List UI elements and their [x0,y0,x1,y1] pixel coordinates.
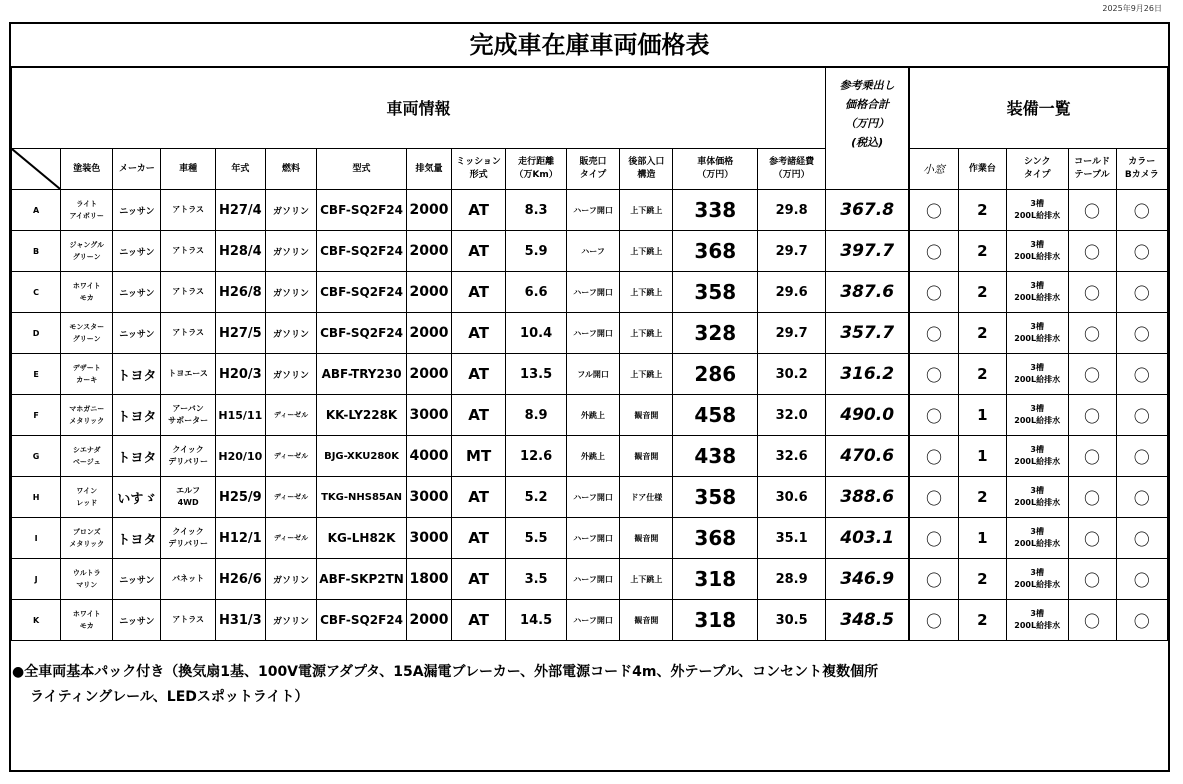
transmission-cell: AT [451,190,505,231]
cold-table-cell: 〇 [1068,190,1116,231]
fuel-cell: ガソリン [265,354,316,395]
model-code-cell: ABF-TRY230 [317,354,407,395]
fuel-cell: ガソリン [265,313,316,354]
workbench-cell: 2 [958,600,1006,641]
transmission-cell: AT [451,395,505,436]
rear-entry-cell: 上下跳上 [620,354,673,395]
rear-entry-cell: 上下跳上 [620,190,673,231]
body-price-cell: 328 [673,313,758,354]
price-total-header [826,67,910,190]
total-price-cell: 397.7 [826,231,910,272]
footer-line-2: ライティングレール、LEDスポットライト） [30,689,309,705]
table-row [12,436,1168,477]
footer-note [11,660,1162,710]
cold-table-cell: 〇 [1068,518,1116,559]
row-id: F [12,395,61,436]
color-camera-cell: 〇 [1116,477,1167,518]
total-price-cell: 388.6 [826,477,910,518]
expenses-cell: 32.0 [758,395,826,436]
year-cell: H27/4 [215,190,265,231]
column-header-sales-window: 販売口 タイプ [566,149,619,190]
expenses-cell: 35.1 [758,518,826,559]
paint-color-cell: ホワイト モカ [61,272,113,313]
model-cell: アトラス [161,272,215,313]
mileage-cell: 12.6 [506,436,567,477]
paint-color-cell: シエナダ ベージュ [61,436,113,477]
diagonal-line [12,149,60,189]
expenses-cell: 30.2 [758,354,826,395]
body-price-cell: 458 [673,395,758,436]
sales-window-cell: 外跳上 [566,395,619,436]
cold-table-cell: 〇 [1068,600,1116,641]
transmission-cell: MT [451,436,505,477]
column-header-workbench: 作業台 [958,149,1006,190]
row-id: I [12,518,61,559]
body-price-cell: 358 [673,477,758,518]
cold-table-cell: 〇 [1068,559,1116,600]
model-cell: アトラス [161,600,215,641]
inventory-table [11,66,1168,641]
rear-entry-cell: 観音開 [620,436,673,477]
total-price-cell: 357.7 [826,313,910,354]
sales-window-cell: ハーフ開口 [566,313,619,354]
sink-type-cell: 3槽 200L給排水 [1006,231,1068,272]
fuel-cell: ガソリン [265,559,316,600]
small-window-cell: 〇 [909,395,958,436]
model-code-cell: CBF-SQ2F24 [317,231,407,272]
column-header-expenses: 参考諸経費 （万円） [758,149,826,190]
model-code-cell: CBF-SQ2F24 [317,600,407,641]
transmission-cell: AT [451,559,505,600]
rear-entry-cell: 上下跳上 [620,231,673,272]
color-camera-cell: 〇 [1116,600,1167,641]
expenses-cell: 29.7 [758,313,826,354]
total-price-cell: 490.0 [826,395,910,436]
rear-entry-cell: 上下跳上 [620,559,673,600]
maker-cell: ニッサン [113,231,161,272]
expenses-cell: 29.8 [758,190,826,231]
rear-entry-cell: 観音開 [620,518,673,559]
sales-window-cell: ハーフ開口 [566,559,619,600]
column-header-cold-table: コールド テーブル [1068,149,1116,190]
table-row [12,272,1168,313]
cold-table-cell: 〇 [1068,395,1116,436]
paint-color-cell: ウルトラ マリン [61,559,113,600]
expenses-cell: 29.7 [758,231,826,272]
paint-color-cell: ブロンズ メタリック [61,518,113,559]
paint-color-cell: マホガニー メタリック [61,395,113,436]
color-camera-cell: 〇 [1116,190,1167,231]
sales-window-cell: ハーフ開口 [566,190,619,231]
cold-table-cell: 〇 [1068,436,1116,477]
price-sheet [9,22,1170,772]
row-id: B [12,231,61,272]
cold-table-cell: 〇 [1068,354,1116,395]
small-window-cell: 〇 [909,231,958,272]
workbench-cell: 2 [958,354,1006,395]
year-cell: H31/3 [215,600,265,641]
total-price-cell: 470.6 [826,436,910,477]
sales-window-cell: ハーフ開口 [566,272,619,313]
equipment-header: 装備一覧 [909,67,1167,149]
year-cell: H20/3 [215,354,265,395]
total-price-cell: 348.5 [826,600,910,641]
model-cell: アーバン サポーター [161,395,215,436]
column-header-year: 年式 [215,149,265,190]
column-header-small-window: 小窓 [909,149,958,190]
row-id: C [12,272,61,313]
model-code-cell: BJG-XKU280K [317,436,407,477]
model-cell: クイック デリバリー [161,436,215,477]
color-camera-cell: 〇 [1116,436,1167,477]
workbench-cell: 2 [958,477,1006,518]
mileage-cell: 13.5 [506,354,567,395]
small-window-cell: 〇 [909,559,958,600]
paint-color-cell: ホワイト モカ [61,600,113,641]
column-header-transmission: ミッション 形式 [451,149,505,190]
column-header-paint-color: 塗装色 [61,149,113,190]
column-header-rear-entry: 後部入口 構造 [620,149,673,190]
expenses-cell: 32.6 [758,436,826,477]
body-price-cell: 338 [673,190,758,231]
mileage-cell: 8.3 [506,190,567,231]
displacement-cell: 3000 [407,395,452,436]
sink-type-cell: 3槽 200L給排水 [1006,518,1068,559]
row-id: J [12,559,61,600]
cold-table-cell: 〇 [1068,231,1116,272]
paint-color-cell: ワイン レッド [61,477,113,518]
total-price-cell: 403.1 [826,518,910,559]
total-price-cell: 387.6 [826,272,910,313]
small-window-cell: 〇 [909,190,958,231]
sales-window-cell: ハーフ開口 [566,600,619,641]
sink-type-cell: 3槽 200L給排水 [1006,190,1068,231]
rear-entry-cell: 上下跳上 [620,272,673,313]
model-cell: アトラス [161,190,215,231]
model-code-cell: CBF-SQ2F24 [317,190,407,231]
corner-slash-cell [12,149,61,190]
maker-cell: トヨタ [113,395,161,436]
page-title: 完成車在庫車両価格表 [11,24,1168,68]
displacement-cell: 2000 [407,354,452,395]
transmission-cell: AT [451,518,505,559]
vehicle-info-header: 車両情報 [12,67,826,149]
sales-window-cell: 外跳上 [566,436,619,477]
workbench-cell: 2 [958,272,1006,313]
mileage-cell: 5.2 [506,477,567,518]
fuel-cell: ディーゼル [265,436,316,477]
column-header-body-price: 車体価格 （万円） [673,149,758,190]
total-price-cell: 316.2 [826,354,910,395]
fuel-cell: ディーゼル [265,518,316,559]
small-window-cell: 〇 [909,272,958,313]
small-window-cell: 〇 [909,313,958,354]
issue-date: 2025年9月26日 [1102,4,1162,13]
color-camera-cell: 〇 [1116,354,1167,395]
mileage-cell: 3.5 [506,559,567,600]
mileage-cell: 5.9 [506,231,567,272]
body-price-cell: 318 [673,600,758,641]
sink-type-cell: 3槽 200L給排水 [1006,354,1068,395]
sink-type-cell: 3槽 200L給排水 [1006,600,1068,641]
maker-cell: ニッサン [113,559,161,600]
sales-window-cell: ハーフ開口 [566,477,619,518]
row-id: K [12,600,61,641]
model-cell: バネット [161,559,215,600]
price-header-line: (税込) [851,136,884,149]
displacement-cell: 3000 [407,477,452,518]
small-window-cell: 〇 [909,518,958,559]
transmission-cell: AT [451,600,505,641]
paint-color-cell: モンスター グリーン [61,313,113,354]
maker-cell: ニッサン [113,272,161,313]
displacement-cell: 2000 [407,313,452,354]
transmission-cell: AT [451,477,505,518]
displacement-cell: 2000 [407,600,452,641]
model-cell: アトラス [161,313,215,354]
workbench-cell: 2 [958,190,1006,231]
model-code-cell: KG-LH82K [317,518,407,559]
maker-cell: トヨタ [113,518,161,559]
total-price-cell: 367.8 [826,190,910,231]
model-code-cell: KK-LY228K [317,395,407,436]
workbench-cell: 2 [958,231,1006,272]
fuel-cell: ガソリン [265,190,316,231]
column-header-displacement: 排気量 [407,149,452,190]
table-row [12,354,1168,395]
cold-table-cell: 〇 [1068,477,1116,518]
row-id: D [12,313,61,354]
mileage-cell: 8.9 [506,395,567,436]
model-cell: クイック デリバリー [161,518,215,559]
displacement-cell: 2000 [407,190,452,231]
color-camera-cell: 〇 [1116,231,1167,272]
maker-cell: トヨタ [113,436,161,477]
paint-color-cell: ジャングル グリーン [61,231,113,272]
cold-table-cell: 〇 [1068,272,1116,313]
row-id: H [12,477,61,518]
sink-type-cell: 3槽 200L給排水 [1006,313,1068,354]
rear-entry-cell: 観音開 [620,600,673,641]
sink-type-cell: 3槽 200L給排水 [1006,477,1068,518]
maker-cell: ニッサン [113,600,161,641]
model-code-cell: ABF-SKP2TN [317,559,407,600]
small-window-cell: 〇 [909,600,958,641]
mileage-cell: 10.4 [506,313,567,354]
paint-color-cell: ライト アイボリー [61,190,113,231]
mileage-cell: 14.5 [506,600,567,641]
paint-color-cell: デザート カーキ [61,354,113,395]
displacement-cell: 4000 [407,436,452,477]
body-price-cell: 368 [673,518,758,559]
row-id: A [12,190,61,231]
color-camera-cell: 〇 [1116,559,1167,600]
sales-window-cell: ハーフ開口 [566,518,619,559]
transmission-cell: AT [451,231,505,272]
table-row [12,477,1168,518]
table-row [12,190,1168,231]
year-cell: H15/11 [215,395,265,436]
model-code-cell: CBF-SQ2F24 [317,313,407,354]
year-cell: H28/4 [215,231,265,272]
year-cell: H26/6 [215,559,265,600]
year-cell: H20/10 [215,436,265,477]
displacement-cell: 1800 [407,559,452,600]
price-header-line: 価格合計 [845,98,890,111]
table-row [12,313,1168,354]
fuel-cell: ガソリン [265,231,316,272]
sink-type-cell: 3槽 200L給排水 [1006,559,1068,600]
body-price-cell: 438 [673,436,758,477]
expenses-cell: 29.6 [758,272,826,313]
sales-window-cell: フル開口 [566,354,619,395]
color-camera-cell: 〇 [1116,395,1167,436]
color-camera-cell: 〇 [1116,313,1167,354]
column-header-maker: メーカー [113,149,161,190]
body-price-cell: 318 [673,559,758,600]
mileage-cell: 6.6 [506,272,567,313]
year-cell: H12/1 [215,518,265,559]
workbench-cell: 1 [958,436,1006,477]
expenses-cell: 30.5 [758,600,826,641]
workbench-cell: 1 [958,518,1006,559]
maker-cell: ニッサン [113,190,161,231]
expenses-cell: 28.9 [758,559,826,600]
mileage-cell: 5.5 [506,518,567,559]
total-price-cell: 346.9 [826,559,910,600]
model-cell: トヨエース [161,354,215,395]
expenses-cell: 30.6 [758,477,826,518]
column-header-model: 車種 [161,149,215,190]
body-price-cell: 358 [673,272,758,313]
year-cell: H25/9 [215,477,265,518]
column-header-model-code: 型式 [317,149,407,190]
column-header-color-camera: カラー Bカメラ [1116,149,1167,190]
workbench-cell: 2 [958,313,1006,354]
fuel-cell: ガソリン [265,272,316,313]
table-row [12,231,1168,272]
table-row [12,559,1168,600]
fuel-cell: ディーゼル [265,395,316,436]
displacement-cell: 2000 [407,231,452,272]
transmission-cell: AT [451,313,505,354]
price-header-line: （万円） [845,117,890,130]
column-header-mileage: 走行距離 （万Km） [506,149,567,190]
fuel-cell: ガソリン [265,600,316,641]
small-window-cell: 〇 [909,436,958,477]
column-header-sink-type: シンク タイプ [1006,149,1068,190]
body-price-cell: 368 [673,231,758,272]
small-window-cell: 〇 [909,477,958,518]
maker-cell: ニッサン [113,313,161,354]
workbench-cell: 2 [958,559,1006,600]
year-cell: H27/5 [215,313,265,354]
model-cell: アトラス [161,231,215,272]
color-camera-cell: 〇 [1116,518,1167,559]
rear-entry-cell: 観音開 [620,395,673,436]
price-header-line: 参考乗出し [839,79,895,92]
sink-type-cell: 3槽 200L給排水 [1006,436,1068,477]
transmission-cell: AT [451,354,505,395]
rear-entry-cell: 上下跳上 [620,313,673,354]
small-window-cell: 〇 [909,354,958,395]
footer-line-1: ●全車両基本パック付き（換気扇1基、100V電源アダプタ、15A漏電ブレーカー、外部電源コード4m、外テーブル、コンセント複数個所 [12,664,879,680]
fuel-cell: ディーゼル [265,477,316,518]
table-row [12,395,1168,436]
row-id: G [12,436,61,477]
column-header-fuel: 燃料 [265,149,316,190]
sink-type-cell: 3槽 200L給排水 [1006,272,1068,313]
model-code-cell: CBF-SQ2F24 [317,272,407,313]
displacement-cell: 3000 [407,518,452,559]
table-row [12,518,1168,559]
transmission-cell: AT [451,272,505,313]
sales-window-cell: ハーフ [566,231,619,272]
rear-entry-cell: ドア仕様 [620,477,673,518]
year-cell: H26/8 [215,272,265,313]
color-camera-cell: 〇 [1116,272,1167,313]
maker-cell: トヨタ [113,354,161,395]
body-price-cell: 286 [673,354,758,395]
maker-cell: いすゞ [113,477,161,518]
cold-table-cell: 〇 [1068,313,1116,354]
model-code-cell: TKG-NHS85AN [317,477,407,518]
workbench-cell: 1 [958,395,1006,436]
table-row [12,600,1168,641]
displacement-cell: 2000 [407,272,452,313]
model-cell: エルフ 4WD [161,477,215,518]
row-id: E [12,354,61,395]
sink-type-cell: 3槽 200L給排水 [1006,395,1068,436]
